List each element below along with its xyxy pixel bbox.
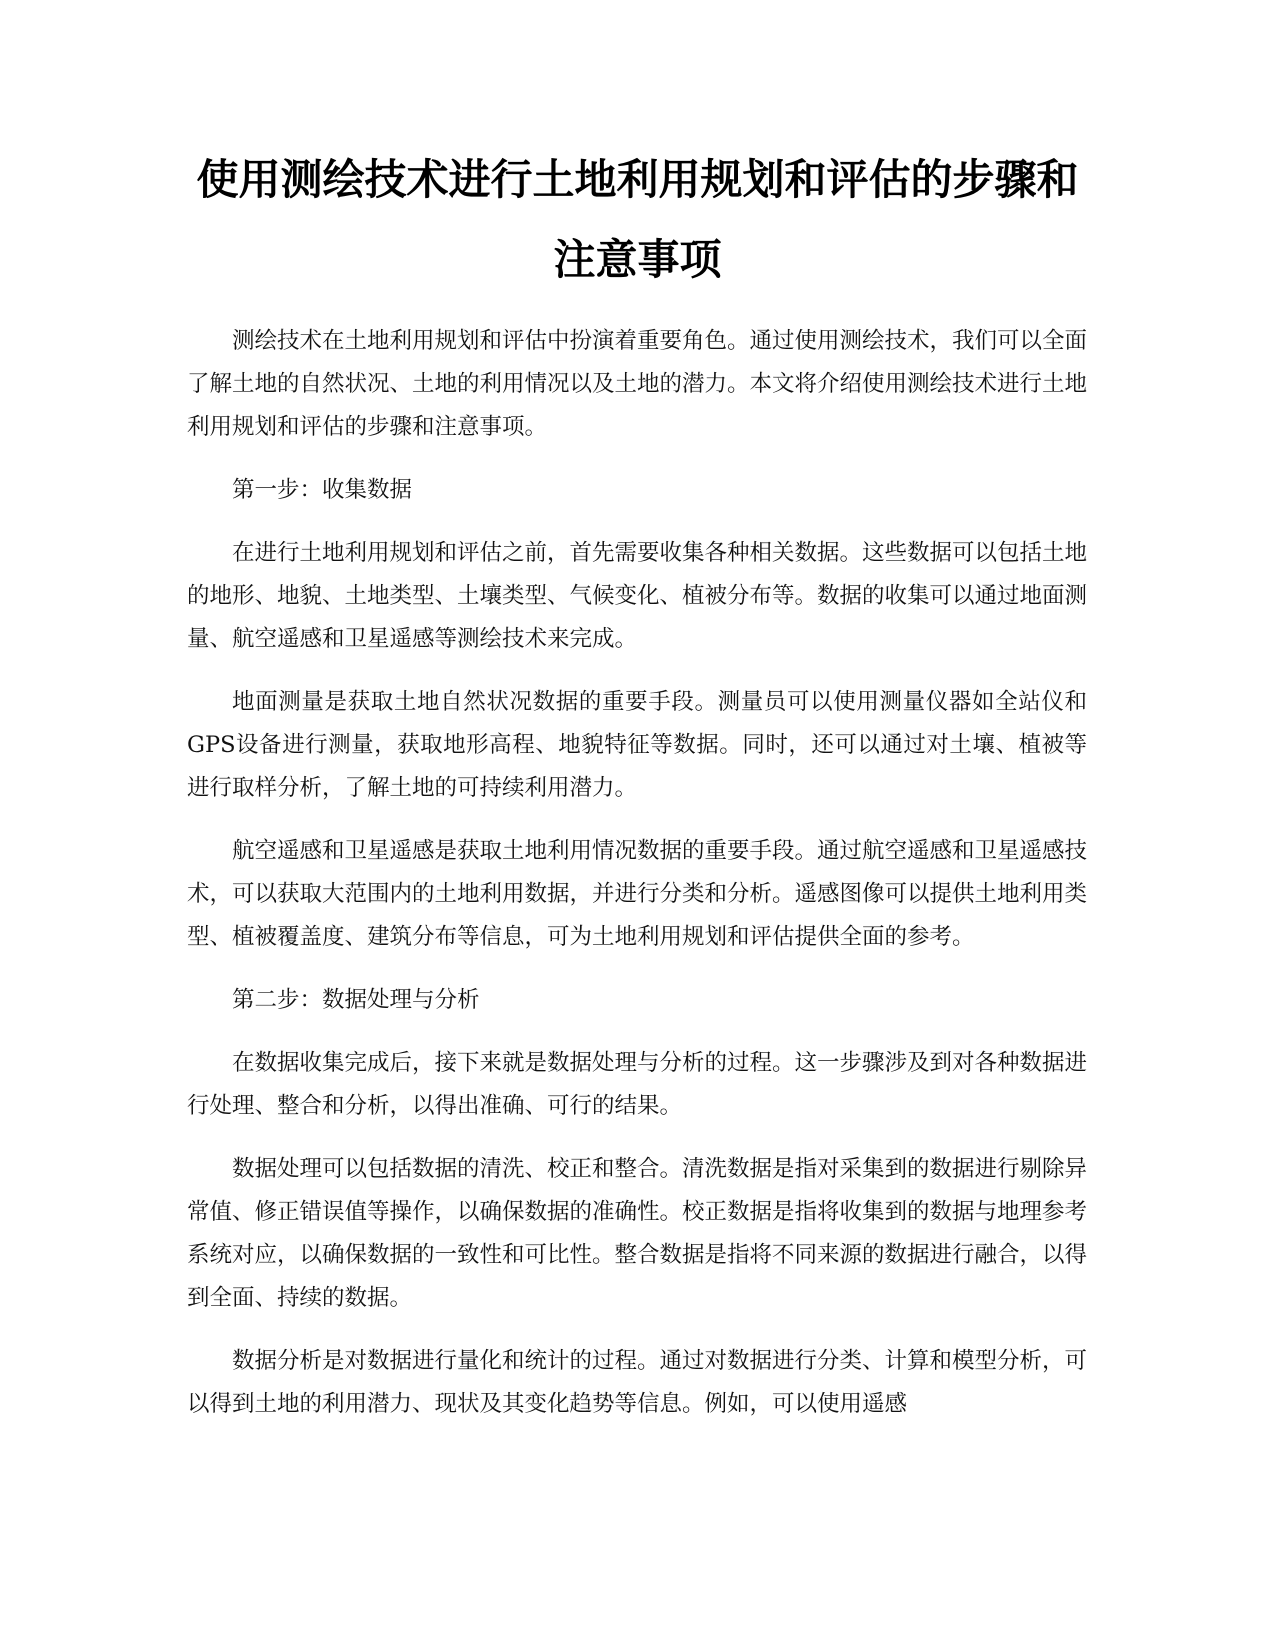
- paragraph-remote-sensing: 航空遥感和卫星遥感是获取土地利用情况数据的重要手段。通过航空遥感和卫星遥感技术，可以获取大范围内的土地利用数据，并进行分类和分析。遥感图像可以提供土地利用类型、植被覆盖度、建筑分布等信息，可为土地利用规划和评估提供全面的参考。: [187, 838, 1088, 950]
- step-one-heading: 第一步：收集数据: [232, 477, 413, 503]
- paragraph-data-analysis: 数据分析是对数据进行量化和统计的过程。通过对数据进行分类、计算和模型分析，可以得到土地的利用潜力、现状及其变化趋势等信息。例如，可以使用遥感: [187, 1348, 1088, 1417]
- document-title: 使用测绘技术进行土地利用规划和评估的步骤和注意事项: [196, 155, 1079, 284]
- paragraph-processing-intro: 在数据收集完成后，接下来就是数据处理与分析的过程。这一步骤涉及到对各种数据进行处理、整合和分析，以得出准确、可行的结果。: [187, 1050, 1088, 1119]
- step-two-heading: 第二步：数据处理与分析: [232, 987, 480, 1013]
- paragraph-ground-survey: 地面测量是获取土地自然状况数据的重要手段。测量员可以使用测量仪器如全站仪和GPS设备进行测量，获取地形高程、地貌特征等数据。同时，还可以通过对土壤、植被等进行取样分析，了解土地的可持续利用潜力。: [187, 689, 1087, 801]
- paragraph-data-processing: 数据处理可以包括数据的清洗、校正和整合。清洗数据是指对采集到的数据进行剔除异常值、修正错误值等操作，以确保数据的准确性。校正数据是指将收集到的数据与地理参考系统对应，以确保数据的一致性和可比性。整合数据是指将不同来源的数据进行融合，以得到全面、持续的数据。: [187, 1156, 1088, 1311]
- document-body: [187, 320, 1087, 1446]
- paragraph-data-collection: 在进行土地利用规划和评估之前，首先需要收集各种相关数据。这些数据可以包括土地的地形、地貌、土地类型、土壤类型、气候变化、植被分布等。数据的收集可以通过地面测量、航空遥感和卫星遥感等测绘技术来完成。: [187, 540, 1088, 652]
- paragraph-intro: 测绘技术在土地利用规划和评估中扮演着重要角色。通过使用测绘技术，我们可以全面了解土地的自然状况、土地的利用情况以及土地的潜力。本文将介绍使用测绘技术进行土地利用规划和评估的步骤和注意事项。: [187, 328, 1088, 440]
